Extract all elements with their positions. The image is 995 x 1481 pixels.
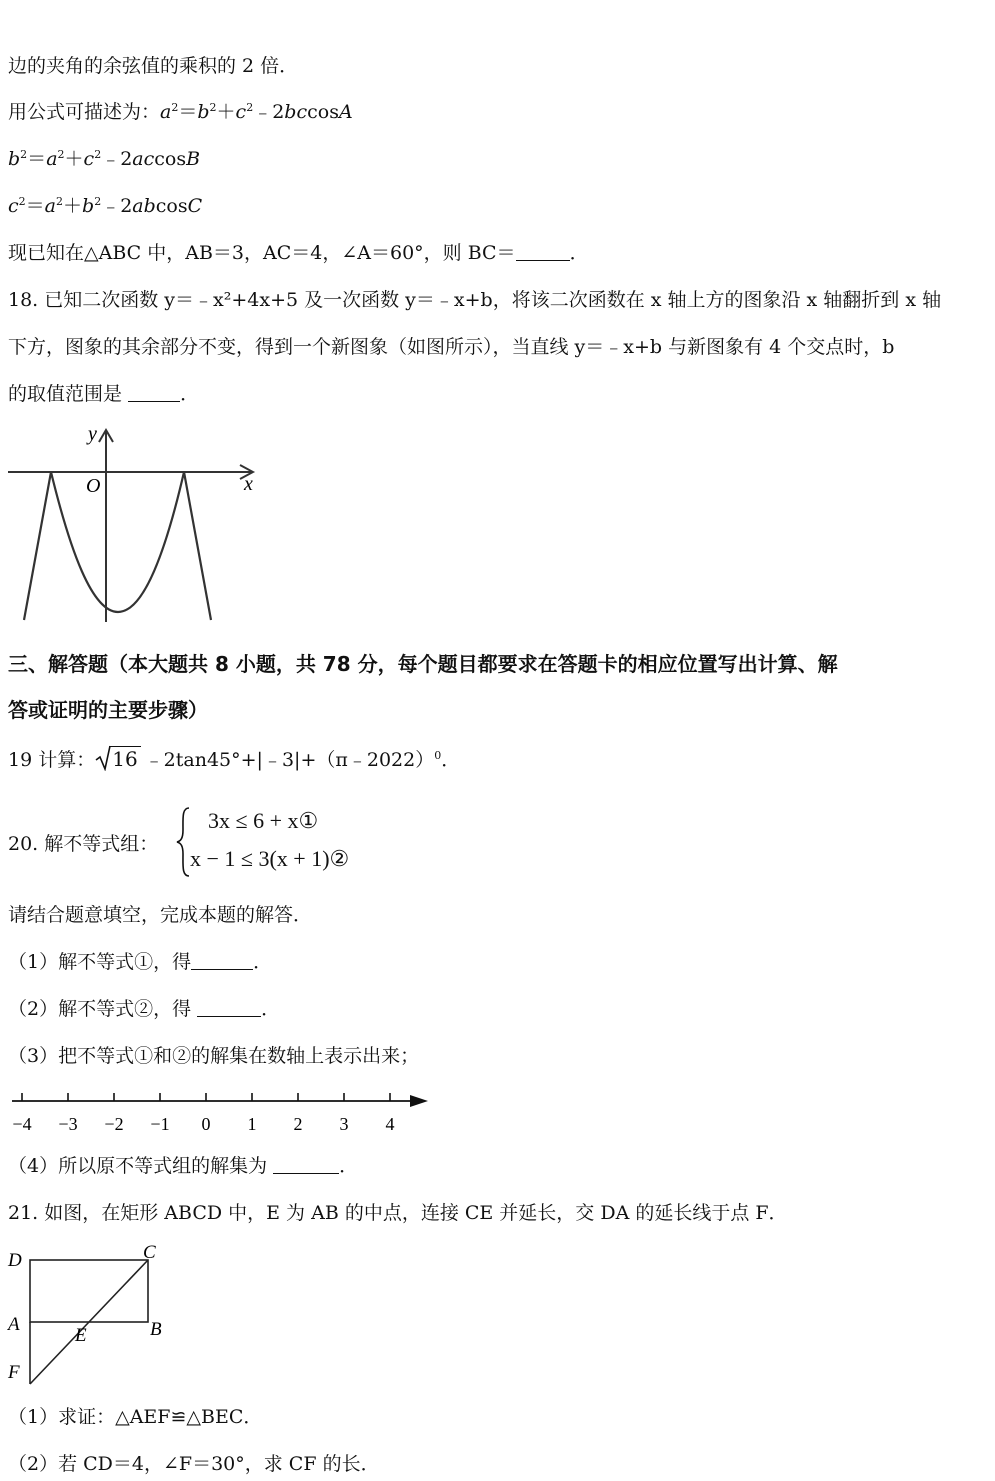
section-3-heading-2: 答或证明的主要步骤） [8,698,208,722]
x-axis-label: x [244,473,253,495]
angle: C [187,195,203,217]
number-line-tick-label: −4 [12,1114,32,1134]
step-4-text: （4）所以原不等式组的解集为 [8,1155,268,1177]
cos: cos [154,148,187,170]
q18-line-2: 下方，图象的其余部分不变，得到一个新图象（如图所示），当直线 y＝﹣x+b 与新图象有 4 个交点时，b [8,336,895,358]
label-a: A [8,1314,20,1335]
plus: ＋ [216,101,236,123]
minus-two: ﹣2 [101,148,133,170]
rectangle-abcd [30,1260,148,1322]
product: ab [132,195,156,217]
formula-c-lhs: c [8,195,19,217]
sq: 2 [18,195,26,208]
number-line-tick-label: −3 [58,1114,78,1134]
question-text: 现已知在△ABC 中，AB＝3，AC＝4，∠A＝60°，则 BC＝ [8,242,516,264]
var: c [83,148,95,170]
eq: ＝ [25,195,45,217]
plus: ＋ [63,195,83,217]
number-line-tick-label: 3 [339,1114,349,1134]
label-e: E [75,1325,87,1346]
var: a [44,195,56,217]
period: ． [339,1155,359,1177]
period: ． [253,951,273,973]
q20-step-4 [8,1154,358,1178]
cos: cos [307,101,339,123]
period: ． [180,383,200,405]
label-d: D [8,1250,22,1271]
product: bc [284,101,308,123]
inequality-2: x − 1 ≤ 3(x + 1)② [190,846,350,871]
number-line-tick-label: −2 [104,1114,124,1134]
period: ． [261,998,281,1020]
answer-blank[interactable] [273,1155,339,1174]
number-line-tick-label: 1 [247,1114,257,1134]
q19-rest: ﹣2tan45°+|﹣3|+（π﹣2022） [144,749,435,771]
number-line [0,1082,440,1137]
answer-blank[interactable] [516,242,570,261]
number-line-tick-label: 0 [201,1114,211,1134]
answer-blank[interactable] [191,951,253,970]
sq: 2 [94,148,102,161]
sq: 2 [57,148,65,161]
q20-instruction: 请结合题意填空，完成本题的解答． [8,904,313,926]
number-line-tick-label: 4 [385,1114,395,1134]
product: ac [132,148,155,170]
intro-question [8,241,589,265]
intro-line-1: 边的夹角的余弦值的乘积的 2 倍． [8,55,299,77]
inequality-1: 3x ≤ 6 + x① [208,808,319,833]
q21-part-2: （2）若 CD＝4，∠F＝30°，求 CF 的长． [8,1453,380,1475]
sq: 2 [94,195,102,208]
step-1-text: （1）解不等式①，得 [8,951,192,973]
answer-blank[interactable] [128,383,180,402]
sq: 2 [209,101,217,114]
folded-parabola [24,472,211,620]
q19-prefix: 19 计算： [8,749,96,771]
radicand: 16 [109,746,140,771]
answer-blank[interactable] [197,998,261,1017]
angle: A [338,101,353,123]
sq: 2 [171,101,179,114]
q18-line-3 [8,382,199,406]
formula-c-line [8,194,202,218]
number-line-arrow [410,1095,428,1107]
q18-line-3-text: 的取值范围是 [8,383,123,405]
formula-a-line [8,100,353,124]
q21-figure [0,1238,180,1393]
label-c: C [143,1242,156,1263]
origin-label: O [86,475,101,497]
formula-b-lhs: b [8,148,21,170]
var: a [46,148,58,170]
formula-a-lhs: a [160,101,172,123]
sq: 2 [246,101,254,114]
sq: 2 [56,195,63,208]
label-b: B [150,1319,162,1340]
q21-part-1: （1）求证：△AEF≌△BEC． [8,1406,263,1428]
minus-two: ﹣2 [253,101,285,123]
sqrt-expression [95,747,140,772]
q20-step-1 [8,950,272,974]
plus: ＋ [64,148,84,170]
var: b [197,101,210,123]
sq: 2 [20,148,28,161]
var: b [82,195,95,217]
formula-b-line [8,147,200,171]
eq: ＝ [178,101,198,123]
period: ． [441,749,461,771]
cos: cos [155,195,188,217]
q20-prefix: 20. 解不等式组： [8,833,159,855]
minus-two: ﹣2 [101,195,133,217]
formula-prefix: 用公式可描述为： [8,101,161,123]
var: c [235,101,247,123]
number-line-tick-label: 2 [293,1114,303,1134]
angle: B [186,148,201,170]
section-3-heading-1: 三、解答题（本大题共 8 小题，共 78 分，每个题目都要求在答题卡的相应位置写出计算、解 [8,652,838,676]
q18-line-1: 18. 已知二次函数 y＝﹣x²+4x+5 及一次函数 y＝﹣x+b，将该二次函数在 x 轴上方的图象沿 x 轴翻折到 x 轴 [8,289,942,311]
q20-step-3: （3）把不等式①和②的解集在数轴上表示出来； [8,1045,420,1067]
q19-line [8,747,460,772]
exponent: 0 [434,749,442,762]
radical-sign [95,745,111,771]
y-axis-label: y [88,423,97,445]
label-f: F [8,1362,20,1383]
step-2-text: （2）解不等式②，得 [8,998,192,1020]
q20-step-2 [8,997,280,1021]
q21-line-1: 21. 如图，在矩形 ABCD 中，E 为 AB 的中点，连接 CE 并延长，交 DA 的延长线于点 F． [8,1202,788,1224]
number-line-tick-label: −1 [150,1114,170,1134]
q18-graph [0,420,270,625]
eq: ＝ [27,148,47,170]
period: ． [569,242,589,264]
